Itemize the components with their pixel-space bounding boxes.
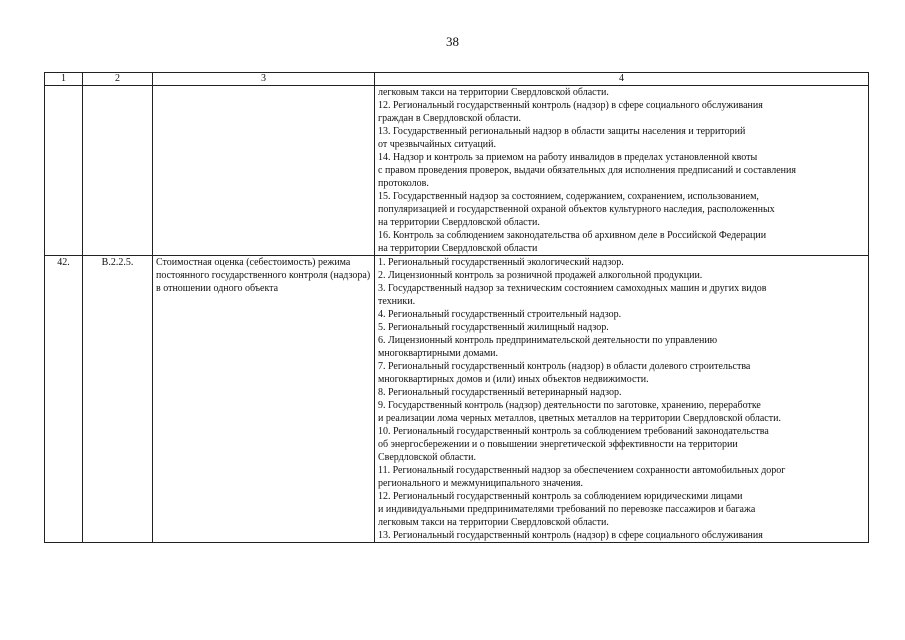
list-line: популяризацией и государственной охраной объектов культурного наследия, расположенных	[378, 204, 775, 215]
list-line: с правом проведения проверок, выдачи обязательных для исполнения предписаний и составления	[378, 165, 796, 176]
list-line: и индивидуальными предпринимателями требований по перевозке пассажиров и багажа	[378, 504, 756, 515]
list-line: легковым такси на территории Свердловской области.	[378, 517, 609, 528]
list-line: 9. Государственный контроль (надзор) деятельности по заготовке, хранению, переработке	[378, 400, 761, 411]
list-line: на территории Свердловской области.	[378, 217, 540, 228]
column-header-4: 4	[375, 73, 869, 86]
list-line: 14. Надзор и контроль за приемом на работу инвалидов в пределах установленной квоты	[378, 152, 758, 163]
row-control-list	[375, 256, 869, 543]
list-line: 4. Региональный государственный строительный надзор.	[378, 309, 622, 320]
list-line: 6. Лицензионный контроль предпринимательской деятельности по управлению	[378, 335, 718, 346]
list-line: многоквартирных домов и (или) иных объектов недвижимости.	[378, 374, 649, 385]
list-line: 5. Региональный государственный жилищный надзор.	[378, 322, 609, 333]
row-control-list	[375, 86, 869, 256]
list-line: от чрезвычайных ситуаций.	[378, 139, 496, 150]
list-line: легковым такси на территории Свердловской области.	[378, 87, 609, 98]
list-line: 7. Региональный государственный контроль (надзор) в области долевого строительства	[378, 361, 751, 372]
list-line: техники.	[378, 296, 416, 307]
row-description: Стоимостная оценка (себестоимость) режима постоянного государственного контроля (надзора) в отношении одного объекта	[153, 256, 375, 543]
list-line: многоквартирными домами.	[378, 348, 499, 359]
list-line: 15. Государственный надзор за состоянием, содержанием, сохранением, использованием,	[378, 191, 759, 202]
list-line: протоколов.	[378, 178, 429, 189]
list-line: 12. Региональный государственный контроль (надзор) в сфере социального обслуживания	[378, 100, 763, 111]
list-line: регионального и межмуниципального значения.	[378, 478, 584, 489]
table-header-row	[45, 73, 869, 86]
row-description	[153, 86, 375, 256]
column-header-3: 3	[153, 73, 375, 86]
table-row	[45, 256, 869, 543]
list-line: 3. Государственный надзор за техническим состоянием самоходных машин и других видов	[378, 283, 767, 294]
list-line: на территории Свердловской области	[378, 243, 538, 254]
table-row	[45, 86, 869, 256]
row-number: 42.	[45, 256, 83, 543]
column-header-1: 1	[45, 73, 83, 86]
list-line: об энергосбережении и о повышении энергетической эффективности на территории	[378, 439, 738, 450]
row-code: В.2.2.5.	[83, 256, 153, 543]
list-line: Свердловской области.	[378, 452, 476, 463]
list-line: 13. Региональный государственный контроль (надзор) в сфере социального обслуживания	[378, 530, 763, 541]
row-number	[45, 86, 83, 256]
list-line: 11. Региональный государственный надзор за обеспечением сохранности автомобильных дорог	[378, 465, 786, 476]
list-line: граждан в Свердловской области.	[378, 113, 521, 124]
list-line: 13. Государственный региональный надзор в области защиты населения и территорий	[378, 126, 746, 137]
regulatory-table	[44, 72, 869, 543]
list-line: и реализации лома черных металлов, цветных металлов на территории Свердловской области.	[378, 413, 781, 424]
row-code	[83, 86, 153, 256]
list-line: 12. Региональный государственный контроль за соблюдением юридическими лицами	[378, 491, 743, 502]
list-line: 10. Региональный государственный контроль за соблюдением требований законодательства	[378, 426, 769, 437]
list-line: 2. Лицензионный контроль за розничной продажей алкогольной продукции.	[378, 270, 703, 281]
list-line: 8. Региональный государственный ветеринарный надзор.	[378, 387, 622, 398]
list-line: 16. Контроль за соблюдением законодательства об архивном деле в Российской Федерации	[378, 230, 767, 241]
page-number: 38	[446, 34, 459, 49]
column-header-2: 2	[83, 73, 153, 86]
list-line: 1. Региональный государственный экологический надзор.	[378, 257, 624, 268]
